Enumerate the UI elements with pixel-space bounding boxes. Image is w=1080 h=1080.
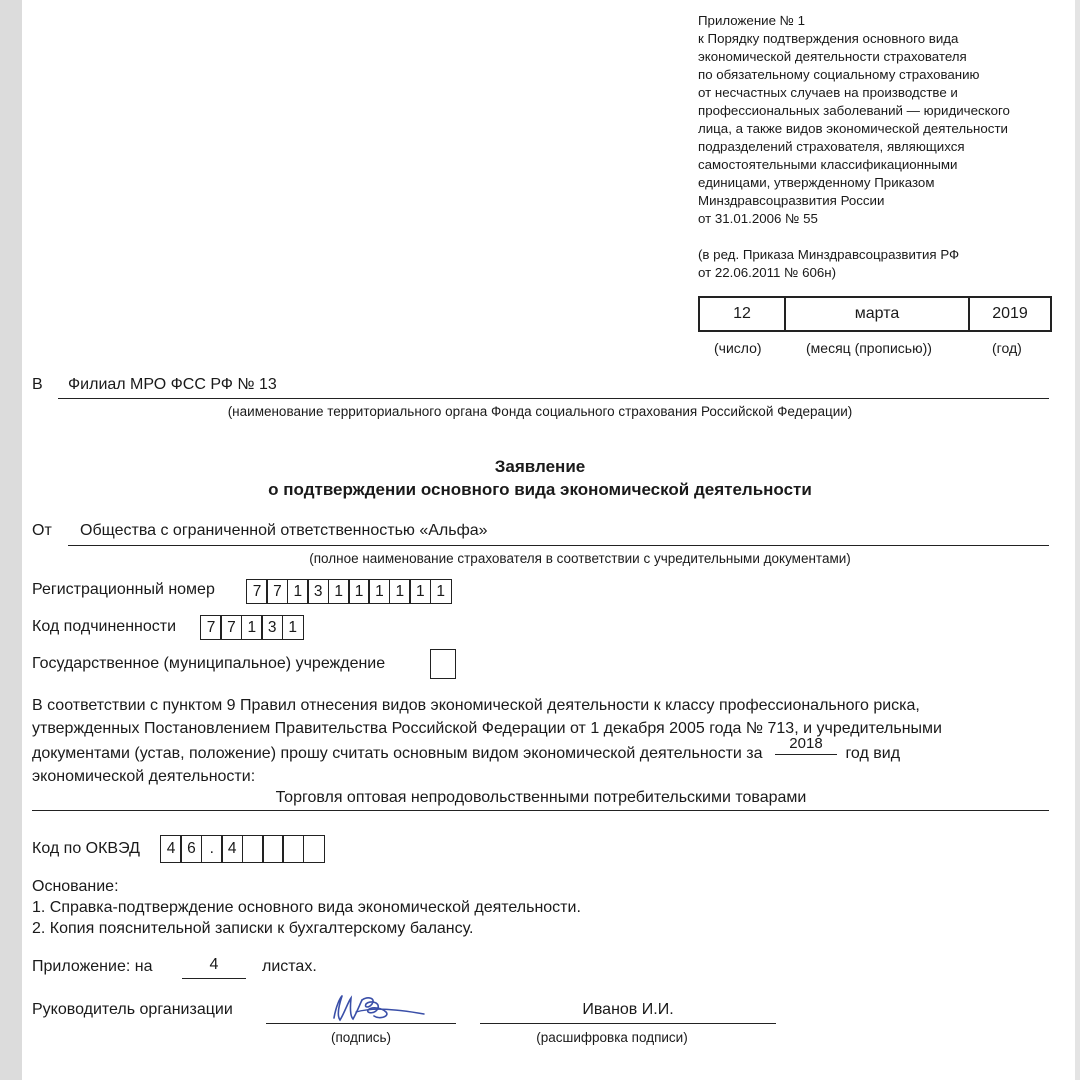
date-year-caption: (год) xyxy=(992,340,1022,356)
scan-edge-right xyxy=(1075,0,1080,1080)
appendix-line: лица, а также видов экономической деятельности xyxy=(698,121,1008,136)
signature-scribble xyxy=(320,990,430,1026)
revision-line: от 22.06.2011 № 606н) xyxy=(698,265,837,280)
state-institution-checkbox[interactable] xyxy=(430,649,456,679)
title-line-1: Заявление xyxy=(494,457,586,476)
okved-cell[interactable] xyxy=(282,835,304,863)
appendix-line: к Порядку подтверждения основного вида xyxy=(698,31,959,46)
title-line-2: о подтверждении основного вида экономической деятельности xyxy=(268,480,812,499)
date-month-caption: (месяц (прописью)) xyxy=(806,340,932,356)
signer-name-caption: (расшифровка подписи) xyxy=(536,1030,688,1045)
statement-line-3-suffix: год вид xyxy=(845,745,901,762)
appendix-line: подразделений страхователя, являющихся xyxy=(698,139,965,154)
statement-year-field[interactable] xyxy=(775,735,837,758)
basis-item-1: 1. Справка-подтверждение основного вида экономической деятельности. xyxy=(32,899,581,916)
recipient-underline xyxy=(58,398,1049,399)
registration-digit[interactable]: 1 xyxy=(328,579,350,604)
subordination-digit[interactable]: 1 xyxy=(282,615,304,640)
subordination-digit[interactable]: 1 xyxy=(241,615,263,640)
registration-digit[interactable]: 1 xyxy=(368,579,390,604)
registration-digit[interactable]: 7 xyxy=(266,579,288,604)
okved-label: Код по ОКВЭД xyxy=(32,840,140,857)
okved-cell[interactable] xyxy=(262,835,284,863)
appendix-line: по обязательному социальному страхованию xyxy=(698,67,980,82)
okved-cell[interactable]: 4 xyxy=(221,835,243,863)
statement-line-1: В соответствии с пунктом 9 Правил отнесения видов экономической деятельности к классу профессионального риска, xyxy=(32,697,920,714)
statement-year-underline xyxy=(775,754,837,755)
date-month[interactable]: марта xyxy=(786,298,970,330)
subordination-digit[interactable]: 7 xyxy=(200,615,222,640)
state-institution-label: Государственное (муниципальное) учреждение xyxy=(32,655,386,672)
okved-cell[interactable] xyxy=(303,835,325,863)
registration-digit[interactable]: 1 xyxy=(348,579,370,604)
okved-cell[interactable]: 4 xyxy=(160,835,182,863)
date-day[interactable]: 12 xyxy=(700,298,786,330)
registration-digit[interactable]: 1 xyxy=(430,579,452,604)
signer-name-underline xyxy=(480,1023,776,1024)
okved-code-boxes[interactable] xyxy=(160,835,325,863)
statement-line-4: экономической деятельности: xyxy=(32,768,256,785)
okved-cell[interactable] xyxy=(242,835,264,863)
appendix-line: Приложение № 1 xyxy=(698,13,806,28)
statement-paragraph xyxy=(32,694,1052,788)
signer-name[interactable]: Иванов И.И. xyxy=(582,1001,674,1018)
revision-line: (в ред. Приказа Минздравсоцразвития РФ xyxy=(698,247,960,262)
registration-digit[interactable]: 1 xyxy=(389,579,411,604)
basis-item-2: 2. Копия пояснительной записки к бухгалтерскому балансу. xyxy=(32,920,474,937)
attachment-label: Приложение: на xyxy=(32,958,153,975)
statement-line-3 xyxy=(32,735,1052,765)
statement-line-2: утвержденных Постановлением Правительства Российской Федерации от 1 декабря 2005 года № 713, и учредительными xyxy=(32,720,942,737)
activity-underline xyxy=(32,810,1049,811)
signature-line[interactable] xyxy=(266,1023,456,1024)
appendix-line: от несчастных случаев на производстве и xyxy=(698,85,958,100)
attachment-count-underline xyxy=(182,978,246,979)
statement-year: 2018 xyxy=(789,735,823,752)
scan-edge-left xyxy=(0,0,22,1080)
subordination-digit[interactable]: 3 xyxy=(261,615,283,640)
appendix-line: экономической деятельности страхователя xyxy=(698,49,967,64)
document-title xyxy=(0,455,1080,501)
appendix-line: Минздравсоцразвития России xyxy=(698,193,885,208)
date-box xyxy=(698,296,1052,332)
basis-label: Основание: xyxy=(32,878,119,895)
sender-caption: (полное наименование страхователя в соответствии с учредительными документами) xyxy=(309,551,851,566)
registration-digit[interactable]: 7 xyxy=(246,579,268,604)
okved-cell[interactable]: 6 xyxy=(180,835,202,863)
subordination-code-boxes[interactable] xyxy=(200,615,304,640)
attachment-count[interactable]: 4 xyxy=(209,956,219,973)
okved-cell[interactable]: . xyxy=(201,835,223,863)
activity-value[interactable]: Торговля оптовая непродовольственными потребительскими товарами xyxy=(275,789,807,806)
attachment-suffix: листах. xyxy=(262,958,317,975)
sender-value[interactable]: Общества с ограниченной ответственностью «Альфа» xyxy=(80,522,488,539)
recipient-caption: (наименование территориального органа Фонда социального страхования Российской Федерации) xyxy=(227,404,853,419)
appendix-line: от 31.01.2006 № 55 xyxy=(698,211,818,226)
appendix-line: единицами, утвержденному Приказом xyxy=(698,175,935,190)
registration-digit[interactable]: 1 xyxy=(409,579,431,604)
registration-number-boxes[interactable] xyxy=(246,579,452,604)
recipient-prefix: В xyxy=(32,376,43,393)
sender-underline xyxy=(68,545,1049,546)
registration-digit[interactable]: 1 xyxy=(287,579,309,604)
registration-label: Регистрационный номер xyxy=(32,581,215,598)
appendix-line: профессиональных заболеваний — юридического xyxy=(698,103,1010,118)
appendix-note xyxy=(698,12,1068,282)
recipient-value[interactable]: Филиал МРО ФСС РФ № 13 xyxy=(68,376,277,393)
signature-caption: (подпись) xyxy=(330,1030,392,1045)
subordination-digit[interactable]: 7 xyxy=(220,615,242,640)
registration-digit[interactable]: 3 xyxy=(307,579,329,604)
subordination-label: Код подчиненности xyxy=(32,618,177,635)
signer-label: Руководитель организации xyxy=(32,1001,233,1018)
date-year[interactable]: 2019 xyxy=(992,305,1028,322)
date-day-caption: (число) xyxy=(714,340,762,356)
sender-prefix: От xyxy=(32,522,52,539)
statement-line-3-text: документами (устав, положение) прошу считать основным видом экономической деятельности за xyxy=(32,745,763,762)
appendix-line: самостоятельными классификационными xyxy=(698,157,958,172)
